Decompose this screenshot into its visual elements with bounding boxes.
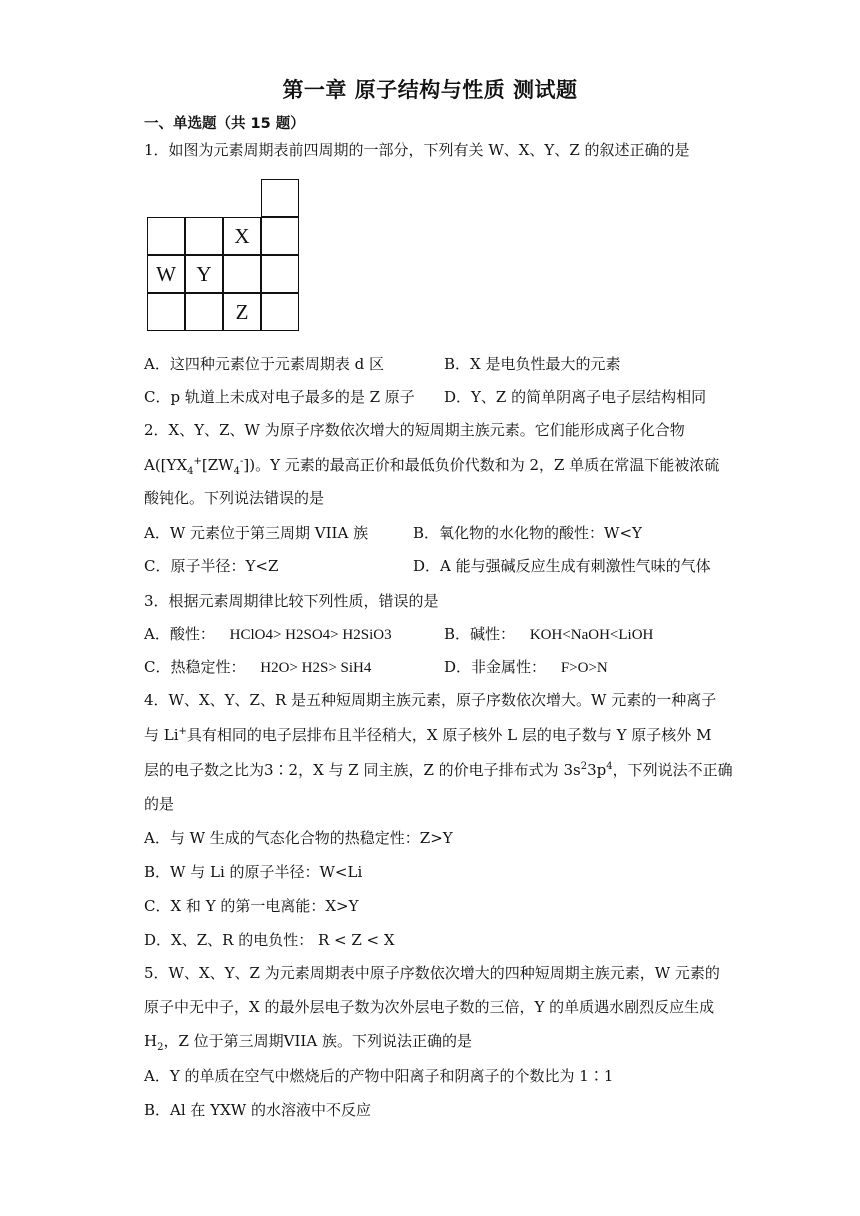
q3-option-b-label: B．碱性： (444, 625, 516, 643)
table-cell (147, 217, 185, 255)
q4-text-part: 3p (587, 761, 607, 779)
q5-option-a: A．Y 的单质在空气中燃烧后的产物中阳离子和阴离子的个数比为 1∶1 (144, 1067, 614, 1085)
q3-option-a-value: HClO4> H2SO4> H2SiO3 (229, 627, 392, 643)
q4-stem-line3 (144, 760, 733, 780)
q2-option-a: A．W 元素位于第三周期 VIIA 族 (144, 524, 369, 542)
q2-option-b: B．氧化物的水化物的酸性：W<Y (413, 524, 642, 542)
q3-option-d-label: D．非金属性： (444, 658, 547, 676)
q2-stem-line1: 2．X、Y、Z、W 为原子序数依次增大的短周期主族元素。它们能形成离子化合物 (144, 421, 685, 439)
q4-text-part: 层的电子数之比为3∶2，X 与 Z 同主族，Z 的价电子排布式为 3s (144, 761, 581, 779)
q5-stem-line2: 原子中无中子，X 的最外层电子数为次外层电子数的三倍，Y 的单质遇水剧烈反应生成 (144, 998, 715, 1016)
q4-sup: + (178, 726, 187, 737)
q2-stem-line2 (144, 455, 719, 475)
q1-option-d: D．Y、Z 的简单阴离子电子层结构相同 (444, 388, 707, 406)
q4-text-part: 与 Li (144, 726, 179, 744)
table-cell (185, 293, 223, 331)
table-cell (261, 293, 299, 331)
q3-option-d-value: F>O>N (560, 660, 608, 676)
q4-text-part: ，下列说法不正确 (612, 761, 733, 779)
page-title: 第一章 原子结构与性质 测试题 (282, 78, 578, 102)
q4-sup: 4 (606, 761, 613, 772)
q5-stem-line1: 5．W、X、Y、Z 为元素周期表中原子序数依次增大的四种短周期主族元素，W 元素的 (144, 964, 720, 982)
q4-option-a: A．与 W 生成的气态化合物的热稳定性：Z>Y (144, 829, 453, 847)
table-cell (185, 217, 223, 255)
q5-text-part: H (144, 1032, 158, 1050)
q5-text-part: ，Z 位于第三周期VIIA 族。下列说法正确的是 (163, 1032, 472, 1050)
element-z-cell: Z (223, 293, 261, 331)
periodic-table-fragment (147, 179, 302, 334)
q5-stem-line3 (144, 1031, 472, 1051)
q3-option-b (444, 624, 653, 645)
q2-formula-part: [ZW (201, 456, 234, 474)
q4-option-b: B．W 与 Li 的原子半径：W<Li (144, 863, 363, 881)
table-cell (147, 293, 185, 331)
q2-sub: 4 (233, 466, 240, 477)
q4-option-c: C．X 和 Y 的第一电离能：X>Y (144, 897, 359, 915)
q2-option-c: C．原子半径：Y<Z (144, 557, 279, 575)
q4-text-part: 具有相同的电子层排布且半径稍大，X 原子核外 L 层的电子数与 Y 原子核外 M (186, 726, 712, 744)
q2-stem-line3: 酸钝化。下列说法错误的是 (144, 489, 325, 507)
q3-option-d (444, 657, 608, 678)
element-y-cell: Y (185, 255, 223, 293)
q4-stem-line4: 的是 (144, 795, 175, 813)
q3-option-c (144, 657, 371, 678)
q4-stem-line1: 4．W、X、Y、Z、R 是五种短周期主族元素，原子序数依次增大。W 元素的一种离子 (144, 691, 717, 709)
q2-sup: + (193, 456, 202, 467)
table-cell (261, 179, 299, 217)
table-cell (261, 255, 299, 293)
q1-option-c: C．p 轨道上未成对电子最多的是 Z 原子 (144, 388, 415, 406)
q2-option-d: D．A 能与强碱反应生成有刺激性气味的气体 (413, 557, 711, 575)
q3-option-c-value: H2O> H2S> SiH4 (260, 660, 372, 676)
q4-sup: 2 (580, 761, 588, 772)
q1-option-a: A．这四种元素位于元素周期表 d 区 (144, 355, 384, 373)
q2-sup: - (239, 456, 244, 467)
q1-stem: 1．如图为元素周期表前四周期的一部分，下列有关 W、X、Y、Z 的叙述正确的是 (144, 141, 690, 159)
q2-text-part: ])。Y 元素的最高正价和最低负价代数和为 2，Z 单质在常温下能被浓硫 (243, 456, 720, 474)
q2-sub: 4 (187, 466, 194, 477)
q3-option-c-label: C．热稳定性： (144, 658, 246, 676)
q3-option-b-value: KOH<NaOH<LiOH (529, 627, 654, 643)
q4-stem-line2 (144, 725, 711, 745)
q1-option-b: B．X 是电负性最大的元素 (444, 355, 621, 373)
q5-sub: 2 (157, 1042, 164, 1053)
element-w-cell: W (147, 255, 185, 293)
q2-formula-part: A([YX (144, 456, 188, 474)
q3-stem: 3．根据元素周期律比较下列性质，错误的是 (144, 592, 439, 610)
q3-option-a (144, 624, 392, 645)
section-heading: 一、单选题（共 15 题） (144, 116, 305, 132)
table-cell (261, 217, 299, 255)
element-x-cell: X (223, 217, 261, 255)
q3-option-a-label: A．酸性： (144, 625, 215, 643)
q4-option-d: D．X、Z、R 的电负性： R < Z < X (144, 931, 395, 949)
q5-option-b: B．Al 在 YXW 的水溶液中不反应 (144, 1101, 371, 1119)
table-cell (223, 255, 261, 293)
